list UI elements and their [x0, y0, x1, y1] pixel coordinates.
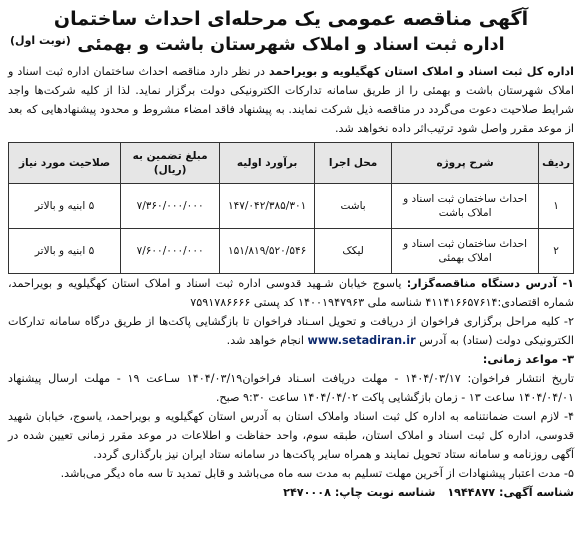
section-address: [8, 274, 574, 312]
ad-id: شناسه آگهی: ۱۹۴۴۸۷۷: [447, 486, 574, 499]
section-procedure-tail: انجام خواهد شد.: [226, 334, 308, 347]
notice-title-line1: آگهی مناقصه عمومی یک مرحله‌ای احداث ساختمان: [53, 8, 529, 30]
cell-guarantee: ۷/۳۶۰/۰۰۰/۰۰۰: [121, 184, 220, 229]
cell-estimate: ۱۵۱/۸۱۹/۵۲۰/۵۴۶: [220, 229, 315, 274]
header-qualification: صلاحیت مورد نیاز: [9, 143, 121, 184]
cell-row-number: ۲: [539, 229, 574, 274]
header-estimate: برآورد اولیه: [220, 143, 315, 184]
cell-estimate: ۱۴۷/۰۴۲/۳۸۵/۳۰۱: [220, 184, 315, 229]
cell-project-description: احداث ساختمان ثبت اسناد و املاک باشت: [392, 184, 539, 229]
cell-location: لیکک: [315, 229, 392, 274]
header-row-number: ردیف: [539, 143, 574, 184]
section-validity: ۵- مدت اعتبار پیشنهادات از آخرین مهلت تسلیم به مدت سه ماه می‌باشد و قابل تمدید تا سه ماه دیگر می‌باشد.: [60, 467, 574, 480]
section-deadlines-text: تاریخ انتشار فراخوان: ۱۴۰۴/۰۳/۱۷ - مهلت دریافت اسـناد فراخوان۱۴۰۴/۰۳/۱۹ سـاعت ۱۹ - مهلت ارسال پیشنهاد ۱۴۰۴/۰۴/۰۱ ساعت ۱۳ - زمان بازگشایی پاکت ۱۴۰۴/۰۴/۰۲ ساعت ۹:۳۰ صبح.: [8, 372, 574, 404]
cell-project-description: احداث ساختمان ثبت اسناد و املاک بهمئی: [392, 229, 539, 274]
table-header-row: [9, 143, 574, 184]
intro-organization: اداره کل ثبت اسناد و املاک استان کهگیلویه و بویراحمد: [268, 65, 574, 78]
intro-paragraph: [8, 62, 574, 138]
round-label: (نوبت اول): [10, 34, 71, 47]
intro-text: در نظر دارد مناقصه احداث ساختمان اداره ثبت اسناد و املاک شهرستان باشت و بهمئی را از طریق سامانه تدارکات الکترونیکی دولت برگزار نماید. لذا از کلیه شرکت‌ها واجد شرایط صلاحیت دعوت می‌گردد در مناقصه ذیل شرکت نمایند. به پیشنهاد فاقد امضاء مشروط و محدود پیشنهادهایی که بعد از موعد مقرر واصل شود ترتیب‌اثر داده نخواهد شد.: [8, 65, 574, 135]
tender-notice: [8, 6, 574, 522]
header-location: محل اجرا: [315, 143, 392, 184]
table-row: [9, 184, 574, 229]
section-guarantee: ۴- لازم است ضمانتنامه به اداره کل ثبت اسناد واملاک استان به آدرس استان کهگیلویه و بویراحمد، یاسوج، خیابان شهید قدوسی، اداره کل ثبت اسناد و املاک استان، طبقه سوم، واحد حفاظت و اطلاعات در موعد مقرر زمانی تعیین شده در آگهی روزنامه و سامانه ستاد تحویل نمایند و همراه سایر پاکت‌ها در سامانه ستاد ایران نیز بارگذاری گردد.: [8, 410, 574, 461]
section-procedure: [8, 312, 574, 350]
setad-website-link[interactable]: www.setadiran.ir: [307, 334, 416, 347]
header-project-description: شرح پروژه: [392, 143, 539, 184]
header-guarantee: مبلغ تضمین به (ریال): [121, 143, 220, 184]
cell-qualification: ۵ ابنیه و بالاتر: [9, 184, 121, 229]
cell-row-number: ۱: [539, 184, 574, 229]
projects-table: [8, 142, 574, 274]
print-round-id: شناسه نوبت چاپ: ۲۴۷۰۰۰۸: [283, 486, 436, 499]
cell-location: باشت: [315, 184, 392, 229]
notice-header: [8, 6, 574, 58]
section-procedure-text: ۲- کلیه مراحل برگزاری فراخوان از دریافت و تحویل اسـناد فراخوان تا بازگشایی پاکت‌ها از طریق درگاه سامانه تدارکات الکترونیکی دولت (ستاد) به آدرس: [8, 315, 574, 347]
section-deadlines-heading: ۳- مواعد زمانی:: [482, 352, 574, 366]
section-address-text: یاسوج خیابان شـهید قدوسی اداره ثبت اسناد و املاک استان کهگیلویه و بویراحمد، شماره اقتصادی:۴۱۱۴۱۶۶۵۷۶۱۴ شناسه ملی ۱۴۰۰۱۹۴۷۹۶۳ کد پستی ۷۵۹۱۷۸۶۶۶۶: [8, 277, 574, 309]
section-address-label: ۱- آدرس دستگاه مناقصه‌گزار:: [406, 277, 574, 290]
cell-guarantee: ۷/۶۰۰/۰۰۰/۰۰۰: [121, 229, 220, 274]
cell-qualification: ۵ ابنیه و بالاتر: [9, 229, 121, 274]
table-row: [9, 229, 574, 274]
notice-footer: [8, 484, 574, 502]
notice-title-line2: اداره ثبت اسناد و املاک شهرستان باشت و بهمئی: [77, 35, 505, 55]
